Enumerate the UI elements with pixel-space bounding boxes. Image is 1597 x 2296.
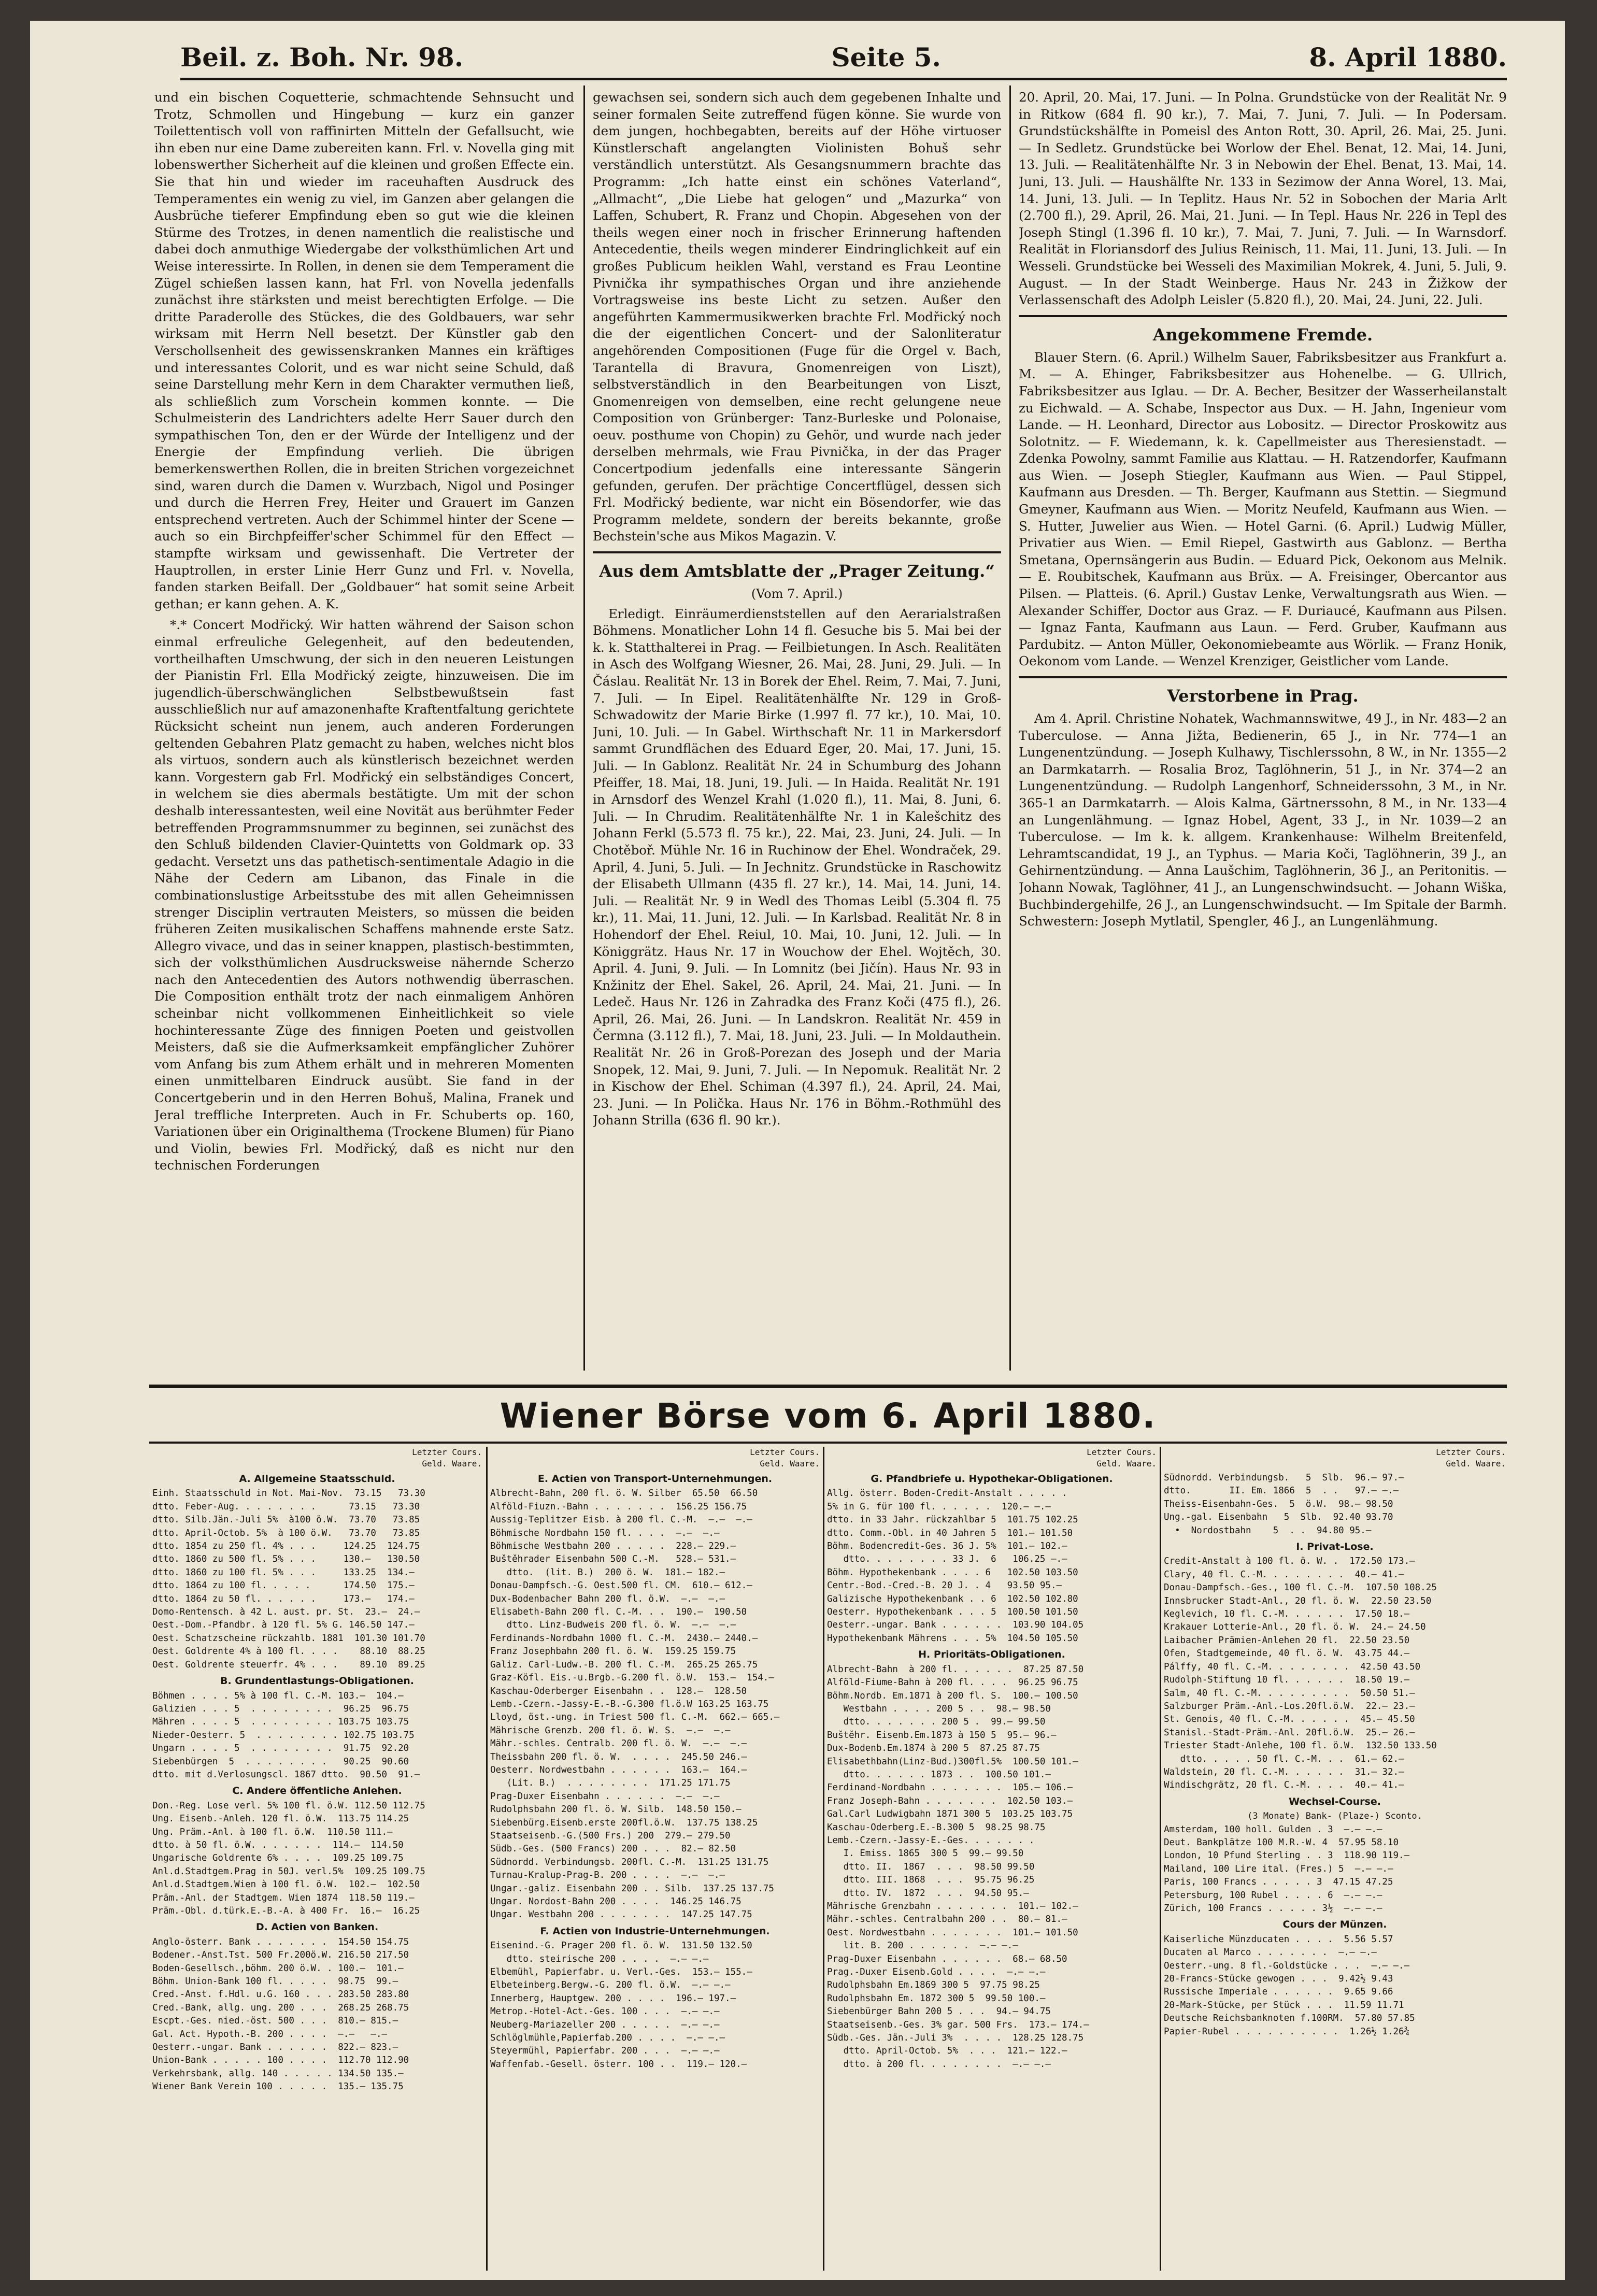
amtsblatt-title: Aus dem Amtsblatte der „Prager Zeitung.“	[599, 561, 995, 581]
bourse-row: Mähren . . . . 5 . . . . . . . . 103.75 103.75	[152, 1717, 409, 1728]
bourse-row: (Lit. B.) . . . . . . . . 171.25 171.75	[490, 1778, 731, 1789]
review-goldbauer: und ein bischen Coquetterie, schmachtende Sehnsucht und Trotz, Schmollen und Hingebung — kurz ein ganzer Toilettentisch voll von raffinirten Mitteln der Gefallsucht, wie ihn eben nur eine Dame zubereiten kann. Frl. v. Novella ging mit lobenswerther Sicherheit auf die kleinen und großen Effecte ein. Sie that hin und wieder im raceuhaften Ausdruck des Temperamentes ein wenig zu viel, im Ganzen aber gelangen die Ausbrüche tieferer Empfindung eben so gut wie die kleinen Stürme des Trotzes, in denen namentlich die realistische und dabei doch anmuthige Wiedergabe der volksthümlichen Art und Weise interessirte. In Rollen, in denen sie dem Temperament die Zügel schießen lassen kann, hat Frl. von Novella jedenfalls zunächst ihre stärksten und meist berechtigten Erfolge. — Die dritte Paraderolle des Stückes, die des Goldbauers, war sehr wirksam mit Herrn Nell besetzt. Der Künstler gab den Verschollsenheit des gewissenskranken Mannes ein kräftiges und interessantes Colorit, und es war nicht seine Schuld, daß seine Darstellung mehr Kern in dem Charakter vermuthen ließ, als schließlich zum Vorschein kommen konnte. — Die Schulmeisterin des Landrichters adelte Herr Sauer durch den sympathischen Ton, den er der Würde der Intelligenz und der Energie der Empfindung verlieh. Die übrigen bemerkenswerthen Rollen, die in breiten Strichen vorgezeichnet sind, waren durch die Damen v. Wurzbach, Nigol und Posinger und durch die Herren Frey, Heiter und Grauert im Ganzen entsprechend vertreten. Auch der Schimmel hinter der Scene — auch so ein Birchpfeiffer'scher Schimmel für den Effect — stampfte wirksam und gewissenhaft. Die Vertreter der Hauptrollen, in erster Linie Herr Gunz und Frl. v. Novella, fanden starken Beifall. Der „Goldbauer“ hat somit seine Arbeit gethan; er kann gehen. A. K.	[154, 90, 574, 611]
header-page-number: Seite 5.	[831, 41, 941, 73]
bourse-row: Papier-Rubel . . . . . . . . . . 1.26½ 1.26¾	[1164, 2026, 1410, 2037]
bourse-row: Böhmische Westbahn 200 . . . . . 228.— 229.—	[490, 1541, 736, 1552]
column-concert-amtsblatt	[593, 89, 1001, 1369]
bourse-row: Innsbrucker Stadt-Anl., 20 fl. ö. W. 22.50 23.50	[1164, 1595, 1432, 1606]
bourse-row: Franz Josephbahn 200 fl. ö. W. 159.25 159.75	[490, 1646, 736, 1657]
bourse-row: Präm.-Anl. der Stadtgem. Wien 1874 118.50 119.—	[152, 1892, 415, 1903]
bourse-row: Oesterr. Hypothekenbank . . . 5 100.50 101.50	[827, 1607, 1078, 1618]
column-rule-2	[1009, 85, 1011, 1371]
bourse-row: Windischgrätz, 20 fl. C.-M. . . . 40.— 41.—	[1164, 1780, 1404, 1791]
bourse-row: I. Emiss. 1865 300 5 99.— 99.50	[827, 1848, 1024, 1859]
bourse-rule-3	[1160, 1447, 1161, 2271]
bourse-section-heading: E. Actien von Transport-Unternehmungen.	[537, 1473, 773, 1485]
bourse-row: Staatseisenb.-Ges. 3% gar. 500 Frs. 173.— 174.—	[827, 2019, 1089, 2030]
bourse-row: Rudolphsbahn Em.1869 300 5 97.75 98.25	[827, 1980, 1040, 1991]
bourse-row: Ungar.-galiz. Eisenbahn 200 . . Silb. 137.25 137.75	[490, 1883, 774, 1894]
bourse-row: Oest. Nordwestbahn . . . . . . . 101.— 101.50	[827, 1927, 1078, 1938]
bourse-row: Centr.-Bod.-Cred.-B. 20 J. . 4 93.50 95.—	[827, 1580, 1062, 1591]
bourse-row: Zürich, 100 Francs . . . . . 3½ —.— —.—	[1164, 1903, 1382, 1914]
bourse-title-rule	[149, 1442, 1507, 1444]
bourse-row: Oest. Schatzscheine rückzahlb. 1881 101.30 101.70	[152, 1633, 425, 1644]
bourse-row: Böhm. Union-Bank 100 fl. . . . . 98.75 99.—	[152, 1976, 398, 1987]
bourse-section-heading: Cours der Münzen.	[1282, 1919, 1387, 1931]
bourse-row: Ungar. Westbahn 200 . . . . . . . 147.25 147.75	[490, 1909, 752, 1920]
cours-label: Letzter Cours. Geld. Waare.	[1436, 1447, 1506, 1468]
bourse-row: Staatseisenb.-G.(500 Frs.) 200 279.— 279.50	[490, 1830, 731, 1841]
bourse-row: 20-Francs-Stücke gewogen . . . 9.42½ 9.43	[1164, 1974, 1393, 1985]
bourse-row: Südnordd. Verbindungsb. 5 Slb. 96.— 97.—	[1164, 1473, 1404, 1483]
bourse-row: dtto. III. 1868 . . . 95.75 96.25	[827, 1875, 1035, 1886]
bourse-row: Rudolph-Stiftung 10 fl. . . . . . 18.50 19.—	[1164, 1675, 1410, 1686]
bourse-row: Buštěhr. Eisenb.Em.1873 à 150 5 95.— 96.—	[827, 1730, 1057, 1741]
section-divider	[1019, 676, 1507, 678]
bourse-row: dtto. (lit. B.) 200 ö. W. 181.— 182.—	[490, 1567, 725, 1578]
bourse-row: Graz-Köfl. Eis.-u.Brgb.-G.200 fl. ö.W. 153.— 154.—	[490, 1673, 774, 1684]
bourse-row: Gal. Act. Hypoth.-B. 200 . . . . —.— —.—	[152, 2029, 388, 2040]
bourse-row: Krakauer Lotterie-Anl., 20 fl. ö. W. 24.— 24.50	[1164, 1622, 1426, 1633]
page-header	[180, 36, 1507, 80]
bourse-row: Union-Bank . . . . . 100 . . . . 112.70 112.90	[152, 2055, 409, 2066]
bourse-row: Pálffy, 40 fl. C.-M. . . . . . . . 42.50 43.50	[1164, 1661, 1421, 1672]
column-theatre-concert	[154, 89, 574, 1369]
bourse-row: Paris, 100 Francs . . . . . 3 47.15 47.25	[1164, 1877, 1393, 1888]
bourse-row: Dux-Bodenbacher Bahn 200 fl. ö.W. —.— —.—	[490, 1593, 725, 1604]
bourse-row: Rudolphsbahn 200 fl. ö. W. Silb. 148.50 150.—	[490, 1804, 742, 1815]
bourse-rule-2	[823, 1447, 824, 2271]
bourse-row: Theiss-Eisenbahn-Ges. 5 ö.W. 98.— 98.50	[1164, 1499, 1393, 1509]
column-rule-1	[583, 85, 585, 1371]
bourse-row: Dux-Bodenb.Em.1874 à 200 5 87.25 87.75	[827, 1743, 1040, 1754]
bourse-row: Mährische Grenzb. 200 fl. ö. W. S. —.— —.—	[490, 1725, 731, 1736]
header-supplement: Beil. z. Boh. Nr. 98.	[180, 41, 464, 73]
bourse-column	[490, 1447, 820, 2271]
bourse-row: Ungarische Goldrente 6% . . . . 109.25 109.75	[152, 1853, 404, 1864]
bourse-section-heading: I. Privat-Lose.	[1296, 1541, 1374, 1553]
bourse-row: Cred.-Anst. f.Hdl. u.G. 160 . . . 283.50 283.80	[152, 1989, 409, 2000]
bourse-section-heading: D. Actien von Banken.	[255, 1921, 379, 1933]
bourse-row: Kaschau-Oderberger Eisenbahn . . 128.— 128.50	[490, 1686, 747, 1696]
bourse-row: Albrecht-Bahn, 200 fl. ö. W. Silber 65.50 66.50	[490, 1488, 758, 1499]
bourse-row: dtto. Comm.-Obl. in 40 Jahren 5 101.— 101.50	[827, 1528, 1073, 1538]
amtsblatt-date: (Vom 7. April.)	[751, 587, 843, 602]
bourse-row: dtto. II. 1867 . . . 98.50 99.50	[827, 1861, 1035, 1872]
bourse-row: dtto. 1864 zu 100 fl. . . . . 174.50 175.—	[152, 1580, 415, 1591]
bourse-row: Elisabeth-Bahn 200 fl. C.-M. . . 190.— 190.50	[490, 1607, 747, 1618]
amtsblatt-continued: 20. April, 20. Mai, 17. Juni. — In Polna. Grundstücke von der Realität Nr. 9 in Ritkow (684 fl. 90 kr.), 7. Mai, 7. Juni, 7. Juli. — In Podersam. Grundstückshälfte in Pomeisl des Anton Rott, 30. April, 26. Mai, 25. Juni. — In Sedletz. Grundstücke bei Worlow der Ehel. Benat, 12. Mai, 14. Juni, 13. Juli. — Realitätenhälfte Nr. 3 in Nebowin der Ehel. Benat, 13. Mai, 14. Juni, 13. Juli. — Haushälfte Nr. 133 in Sezimow der Anna Worel, 13. Mai, 14. Juni, 13. Juli. — In Teplitz. Haus Nr. 52 in Sobochen der Maria Arlt (2.700 fl.), 29. April, 26. Mai, 21. Juni. — In Tepl. Haus Nr. 226 in Tepl des Joseph Stingl (1.396 fl. 10 kr.), 7. Mai, 7. Juni, 7. Juli. — In Warnsdorf. Realität in Floriansdorf des Julius Reinisch, 11. Mai, 11. Juni, 13. Juli. — In Wesseli. Grundstücke bei Wesseli des Maximilian Mokrek, 4. Juni, 5. Juli, 9. August. — In der Stadt Weinberge. Haus Nr. 243 in Žižkow der Verlassenschaft des Adolph Leisler (5.820 fl.), 20. Mai, 24. Juni, 22. Juli.	[1019, 90, 1507, 308]
bourse-row: Ofen, Stadtgemeinde, 40 fl. ö. W. 43.75 44.—	[1164, 1648, 1410, 1659]
review-concert-modricky: *.* Concert Modřický. Wir hatten während der Saison schon einmal erfreuliche Gelegenheit, auf den bedeutenden, vortheilhaften Umschwung, der sich in den neueren Leistungen der Pianistin Frl. Ella Modřický zeigte, hinzuweisen. Die im jugendlich-überschwänglichen Selbstbewußtsein fast ausschließlich nur auf amazonenhafte Kraftentfaltung gerichtete Rücksicht scheint nun jenem, auch anderen Forderungen geltenden Gebahren Platz gemacht zu haben, welches nicht blos als virtuos, sondern auch als künstlerisch bezeichnet werden kann. Vorgestern gab Frl. Modřický ein selbständiges Concert, in welchem sie dies abermals bestätigte. Um mit der schon deshalb interessantesten, weil eine Novität aus berühmter Feder betreffenden Programmsnummer zu beginnen, sei zunächst des den Schluß bildenden Clavier-Quintetts von Goldmark op. 33 gedacht. Versetzt uns das pathetisch-sentimentale Adagio in die Nähe der Cedern am Libanon, das Finale in die combinationslustige Arbeitsstube des mit allen Geheimnissen strenger Disciplin vertrauten Meisters, so müssen die beiden früheren Zeiten musikalischen Schaffens mahnende erste Satz. Allegro vivace, und das in seiner knappen, plastisch-bestimmten, sich der volksthümlichen Ausdrucksweise nähernde Scherzo nach den Antecedentien des Autors nothwendig überraschen. Die Composition enthält trotz der nach einmaligem Anhören scheinbar nicht vollkommenen Einheitlichkeit so viele hochinteressante Züge des finnigen Poeten und geistvollen Meisters, daß sie die Aufmerksamkeit empfänglicher Zuhörer vom Anfang bis zum Athem erhält und in mehreren Momenten einen unmittelbaren Eindruck ausübt. Sie fand in der Concertgeberin und in den Herren Bohuš, Malina, Franek und Jeral treffliche Interpreten. Auch in Fr. Schuberts op. 160, Variationen über ein Originalthema (Trockene Blumen) für Piano und Violin, bewies Frl. Modřický, daß es nicht nur den technischen Forderungen	[154, 617, 574, 1173]
bourse-row: Galizische Hypothekenbank . . 6 102.50 102.80	[827, 1593, 1078, 1604]
bourse-row: Böhm.Nordb. Em.1871 à 200 fl. S. 100.— 100.50	[827, 1690, 1078, 1701]
bourse-row: Boden-Gesellsch.,böhm. 200 ö.W. . 100.— 101.—	[152, 1963, 404, 1974]
bourse-row: Steyermühl, Papierfabr. 200 . . . —.— —.—	[490, 2046, 720, 2057]
bourse-row: Böhmen . . . . 5% à 100 fl. C.-M. 103.— 104.—	[152, 1690, 404, 1701]
bourse-row: Böhm. Hypothekenbank . . . . 6 102.50 103.50	[827, 1567, 1078, 1578]
bourse-row: Alföld-Fiuzn.-Bahn . . . . . . . 156.25 156.75	[490, 1501, 747, 1512]
bourse-row: dtto. II. Em. 1866 5 . . 97.— —.—	[1164, 1486, 1399, 1496]
bourse-column	[1164, 1447, 1506, 2271]
bourse-row: Oest.-Dom.-Pfandbr. à 120 fl. 5% G. 146.50 147.—	[152, 1620, 415, 1631]
bourse-row: Cred.-Bank, allg. ung. 200 . . . 268.25 268.75	[152, 2002, 409, 2013]
bourse-row: dtto. steirische 200 . . . . —.— —.—	[490, 1953, 709, 1964]
bourse-row: Mähr.-schles. Centralbahn 200 . . 80.— 81.—	[827, 1914, 1067, 1925]
bourse-row: Präm.-Obl. d.türk.E.-B.-A. à 400 Fr. 16.— 16.25	[152, 1906, 420, 1916]
bourse-row: Prag-Duxer Eisenbahn . . . . . . 68.— 68.50	[827, 1953, 1067, 1964]
bourse-row: Gal.Carl Ludwigbahn 1871 300 5 103.25 103.75	[827, 1809, 1073, 1820]
bourse-row: dtto. Silb.Jän.-Juli 5% à100 ö.W. 73.70 73.85	[152, 1515, 420, 1525]
bourse-row: Stanisl.-Stadt-Präm.-Anl. 20fl.ö.W. 25.— 26.—	[1164, 1727, 1415, 1738]
column-notices	[1019, 89, 1507, 1369]
bourse-row: Waffenfab.-Gesell. österr. 100 . . 119.— 120.—	[490, 2059, 747, 2070]
bourse-row: Ungar. Nordost-Bahn 200 . . . . 146.25 146.75	[490, 1896, 742, 1907]
bourse-row: Neuberg-Mariazeller 200 . . . . . —.— —.—	[490, 2019, 720, 2030]
bourse-row: dtto. . . . . 50 fl. C.-M. . . 61.— 62.—	[1164, 1753, 1404, 1764]
verstorbene-list: Am 4. April. Christine Nohatek, Wachmannswitwe, 49 J., in Nr. 483—2 an Tuberculose. — Anna Jižta, Bedienerin, 65 J., in Nr. 774—1 an Lungenentzündung. — Joseph Kulhawy, Tischlerssohn, 8 W., in Nr. 1355—2 an Darmkatarrh. — Rosalia Broz, Taglöhnerin, 51 J., in Nr. 374—2 an Lungenentzündung. — Rudolph Langenhorf, Schneiderssohn, 3 M., in Nr. 365-1 an Darmkatarrh. — Alois Kalma, Gärtnerssohn, 8 M., in Nr. 133—4 an Lungenlähmung. — Ignaz Hobel, Agent, 33 J., in Nr. 1039—2 an Tuberculose. — Im k. k. allgem. Krankenhause: Wilhelm Breitenfeld, Lehramtscandidat, 19 J., an Typhus. — Maria Koči, Taglöhnerin, 39 J., an Gehirnentzündung. — Anna Laušchim, Taglöhnerin, 36 J., an Peritonitis. — Johann Nowak, Taglöhner, 41 J., an Lungenschwindsucht. — Johann Wiška, Buchbindergehilfe, 26 J., an Lungenschwindsucht. — Im Spitale der Barmh. Schwestern: Joseph Mytlatil, Spengler, 46 J., an Lungenlähmung.	[1019, 711, 1507, 929]
bourse-row: Südb.-Ges. (500 Francs) 200 . . . 82.— 82.50	[490, 1844, 736, 1855]
bourse-row: Escpt.-Ges. nied.-öst. 500 . . . 810.— 815.—	[152, 2016, 398, 2027]
header-date: 8. April 1880.	[1309, 41, 1507, 73]
bourse-row: Kaschau-Oderberg.E.-B.300 5 98.25 98.75	[827, 1822, 1046, 1833]
bourse-row: Albrecht-Bahn à 200 fl. . . . . . 87.25 87.50	[827, 1664, 1084, 1675]
bourse-row: Siebenbürg.Eisenb.erste 200fl.ö.W. 137.75 138.25	[490, 1817, 758, 1828]
bourse-section-heading: B. Grundentlastungs-Obligationen.	[220, 1675, 414, 1687]
bourse-row: Ungarn . . . . 5 . . . . . . . . 91.75 92.20	[152, 1743, 409, 1754]
bourse-row: Oest. Goldrente 4% à 100 fl. . . . 88.10 88.25	[152, 1646, 425, 1657]
bourse-row: Südnordd. Verbindungsb. 200fl. C.-M. 131.25 131.75	[490, 1857, 769, 1867]
bourse-row: dtto. à 50 fl. ö.W. . . . . . . 114.— 114.50	[152, 1839, 404, 1850]
bourse-row: Alföld-Fiume-Bahn à 200 fl. . . . 96.25 96.75	[827, 1677, 1078, 1688]
bourse-row: Allg. österr. Boden-Credit-Anstalt . . . . .	[827, 1488, 1067, 1499]
bourse-section-heading: H. Prioritäts-Obligationen.	[918, 1649, 1065, 1661]
bourse-row: Oest. Goldrente steuerfr. 4% . . . 89.10 89.25	[152, 1659, 425, 1670]
bourse-row: Innerberg, Hauptgew. 200 . . . . 196.— 197.—	[490, 1993, 736, 2004]
bourse-row: dtto. . . . . . . . 33 J. 6 106.25 —.—	[827, 1554, 1067, 1565]
amtsblatt-text: Erledigt. Einräumerdienststellen auf den Aerarialstraßen Böhmens. Monatlicher Lohn 14 fl. Gesuche bis 5. Mai bei der k. k. Statthalterei in Prag. — Feilbietungen. In Asch. Realitäten in Asch des Wolfgang Wiesner, 26. Mai, 28. Juni, 29. Juli. — In Čáslau. Realität Nr. 13 in Borek der Ehel. Reim, 7. Mai, 7. Juni, 7. Juli. — In Eipel. Realitätenhälfte Nr. 129 in Groß-Schwadowitz der Marie Birke (1.997 fl. 77 kr.), 10. Mai, 10. Juni, 10. Juli. — In Gabel. Wirthschaft Nr. 11 in Markersdorf sammt Grundflächen des Eduard Eger, 20. Mai, 17. Juni, 15. Juli. — In Gablonz. Realität Nr. 24 in Schumburg des Johann Pfeiffer, 18. Mai, 18. Juni, 19. Juli. — In Haida. Realität Nr. 191 in Arnsdorf des Wenzel Krahl (1.020 fl.), 11. Mai, 8. Juni, 6. Juli. — In Chrudim. Realitätenhälfte Nr. 1 in Kalešchitz des Johann Ferkl (5.573 fl. 75 kr.), 22. Mai, 23. Juni, 24. Juli. — In Chotěboř. Mühle Nr. 16 in Ruchinow der Ehel. Wondraček, 29. April, 4. Juni, 5. Juli. — In Jechnitz. Grundstücke in Raschowitz der Elisabeth Ullmann (435 fl. 27 kr.), 14. Mai, 14. Juni, 14. Juli. — Realität Nr. 9 in Wedl des Thomas Leibl (5.304 fl. 75 kr.), 11. Mai, 11. Juni, 12. Juli. — In Karlsbad. Realität Nr. 8 in Hohendorf der Ehel. Reiul, 10. Mai, 10. Juni, 12. Juli. — In Königgrätz. Haus Nr. 17 in Wouchow der Ehel. Wojtěch, 30. April. 4. Juni, 9. Juli. — In Lomnitz (bei Jičín). Haus Nr. 93 in Knžinitz der Ehel. Sakel, 26. April, 24. Mai, 21. Juni. — In Ledeč. Haus Nr. 126 in Zahradka des Franz Koči (475 fl.), 26. April, 26. Mai, 26. Juni. — In Landskron. Realität Nr. 459 in Čermna (3.112 fl.), 7. Mai, 18. Juni, 23. Juli. — In Moldauthein. Realität Nr. 26 in Groß-Porezan des Joseph und der Maria Snopek, 12. Mai, 9. Juni, 7. Juli. — In Nepomuk. Realität Nr. 2 in Kischow der Ehel. Schiman (4.397 fl.), 24. April, 24. Mai, 23. Juni. — In Polička. Haus Nr. 176 in Böhm.-Rothmühl des Johann Strilla (636 fl. 90 kr.).	[593, 606, 1001, 1128]
bourse-row: Aussig-Teplitzer Eisb. à 200 fl. C.-M. —.— —.—	[490, 1515, 752, 1525]
cours-label: Letzter Cours. Geld. Waare.	[412, 1447, 482, 1468]
bourse-row: Mährische Grenzbahn . . . . . . . 101.— 102.—	[827, 1901, 1078, 1912]
bourse-section-heading: G. Pfandbriefe u. Hypothekar-Obligationen.	[871, 1473, 1113, 1485]
bourse-row: Metrop.-Hotel-Act.-Ges. 100 . . . —.— —.—	[490, 2006, 720, 2017]
bourse-row: Buštěhrader Eisenbahn 500 C.-M. 528.— 531.—	[490, 1554, 736, 1565]
bourse-row: Deutsche Reichsbanknoten f.100RM. 57.80 57.85	[1164, 2013, 1415, 2024]
bourse-row: Elbeteinberg.Bergw.-G. 200 fl. ö.W. —.— —.—	[490, 1980, 731, 1991]
bourse-row: Ferdinands-Nordbahn 1000 fl. C.-M. 2430.— 2440.—	[490, 1633, 758, 1644]
bourse-row: dtto. IV. 1872 . . . 94.50 95.—	[827, 1888, 1029, 1899]
bourse-row: 5% in G. für 100 fl. . . . . . 120.— —.—	[827, 1501, 1051, 1512]
bourse-column	[827, 1447, 1157, 2271]
bourse-row: Galizien . . . 5 . . . . . . . . 96.25 96.75	[152, 1703, 409, 1714]
bourse-row: dtto. April-Octob. 5% . . . 121.— 122.—	[827, 2046, 1067, 2057]
bourse-section-heading: Wechsel-Course.	[1289, 1795, 1381, 1807]
bourse-row: St. Genois, 40 fl. C.-M. . . . . . 45.— 45.50	[1164, 1714, 1415, 1725]
bourse-row: Elbemühl, Papierfabr. u. Verl.-Ges. 153.— 155.—	[490, 1967, 752, 1978]
bourse-row: Mähr.-schles. Centralb. 200 fl. ö. W. —.— —.—	[490, 1738, 747, 1749]
bourse-row: Oesterr.-ungar. Bank . . . . . . 822.— 823.—	[152, 2042, 398, 2053]
bourse-row: Amsterdam, 100 holl. Gulden . 3 —.— —.—	[1164, 1824, 1382, 1835]
cours-label: Letzter Cours. Geld. Waare.	[1087, 1447, 1157, 1468]
bourse-section-subheading: (3 Monate) Bank- (Plaze-) Sconto.	[1247, 1811, 1422, 1822]
bourse-row: dtto. 1864 zu 50 fl. . . . . . 173.— 174.—	[152, 1593, 415, 1604]
bourse-row: Lemb.-Czern.-Jassy-E.-Ges. . . . . . .	[827, 1835, 1035, 1846]
fremde-list: Blauer Stern. (6. April.) Wilhelm Sauer, Fabriksbesitzer aus Frankfurt a. M. — A. Ehinger, Fabriksbesitzer aus Hohenelbe. — G. Ullrich, Fabriksbesitzer aus Iglau. — Dr. A. Becher, Besitzer der Wasserheilanstalt zu Eichwald. — A. Schabe, Inspector aus Dux. — H. Jahn, Ingenieur vom Lande. — H. Leonhard, Director aus Lobositz. — Director Proskowitz aus Solotnitz. — F. Wiedemann, k. k. Capellmeister aus Theresienstadt. — Zdenka Powolny, sammt Familie aus Klattau. — H. Ratzendorfer, Kaufmann aus Wien. — Joseph Stiegler, Kaufmann aus Wien. — Paul Stippel, Kaufmann aus Dresden. — Th. Berger, Kaufmann aus Stettin. — Siegmund Gmeyner, Kaufmann aus Wien. — Moritz Neufeld, Kaufmann aus Wien. — S. Hutter, Juwelier aus Wien. — Hotel Garni. (6. April.) Ludwig Müller, Privatier aus Wien. — Emil Riepel, Gastwirth aus Gablonz. — Bertha Smetana, Opernsängerin aus Budin. — Eduard Pick, Oekonom aus Melnik. — E. Roubitschek, Kaufmann aus Brüx. — A. Freisinger, Obercantor aus Pilsen. — Platteis. (6. April.) Gustav Lenke, Verwaltungsrath aus Wien. — Alexander Schiffer, Doctor aus Graz. — F. Duriaucé, Kaufmann aus Pilsen. — Ignaz Fanta, Kaufmann aus Laun. — Ferd. Gruber, Kaufmann aus Pardubitz. — Anton Müller, Oekonomiebeamte aus Wörlik. — Franz Honik, Oekonom vom Lande. — Wenzel Krenziger, Geistlicher vom Lande.	[1019, 349, 1507, 669]
bourse-row: Schlöglmühle,Papierfab.200 . . . . —.— —.—	[490, 2033, 725, 2044]
bourse-row: Bodener.-Anst.Tst. 500 Fr.200ö.W. 216.50 217.50	[152, 1950, 409, 1961]
bourse-row: Galiz. Carl-Ludw.-B. 200 fl. C.-M. 265.25 265.75	[490, 1659, 758, 1670]
bourse-row: Siebenbürgen 5 . . . . . . . . 90.25 90.60	[152, 1756, 409, 1767]
bourse-row: Verkehrsbank, allg. 140 . . . . . 134.50 135.—	[152, 2068, 404, 2079]
bourse-row: Mailand, 100 Lire ital. (Fres.) 5 —.— —.—	[1164, 1863, 1393, 1874]
bourse-row: Westbahn . . . . 200 5 . . 98.— 98.50	[827, 1703, 1051, 1714]
cours-label: Letzter Cours. Geld. Waare.	[750, 1447, 820, 1468]
bourse-row: dtto. in 33 Jahr. rückzahlbar 5 101.75 102.25	[827, 1515, 1078, 1525]
bourse-row: dtto. 1854 zu 250 fl. 4% . . . 124.25 124.75	[152, 1541, 420, 1552]
bourse-row: Oesterr. Nordwestbahn . . . . . . 163.— 164.—	[490, 1764, 747, 1775]
bourse-row: Ung. Präm.-Anl. à 100 fl. ö.W. 110.50 111.—	[152, 1827, 393, 1837]
bourse-row: dtto. . . . . . . 200 5 . 99.— 99.50	[827, 1717, 1046, 1728]
bourse-row: dtto. à 200 fl. . . . . . . . —.— —.—	[827, 2059, 1051, 2070]
bourse-row: Wiener Bank Verein 100 . . . . . 135.— 135.75	[152, 2081, 404, 2092]
bourse-row: dtto. Linz-Budweis 200 fl. ö. W. —.— —.—	[490, 1620, 736, 1631]
bourse-row: Nieder-Oesterr. 5 . . . . . . . . 102.75 103.75	[152, 1730, 415, 1741]
review-concert-continued: gewachsen sei, sondern sich auch dem gegebenen Inhalte und seiner formalen Seite zutreffend fügen könne. Sie wurde von dem jungen, hochbegabten, bereits auf der Höhe virtuoser Künstlerschaft angelangten Violinisten Bohuš sehr verständlich unterstützt. Als Gesangsnummern brachte das Programm: „Ich hatte einst ein schönes Vaterland“, „Allmacht“, „Die Liebe hat gelogen“ und „Mazurka“ von Laffen, Schubert, R. Franz und Chopin. Abgesehen von der theils wegen einer noch in frischer Erinnerung haftenden Antecedentie, theils wegen minderer Eindringlichkeit auf ein großes Publicum heiklen Wahl, verstand es Frau Leontine Pivnička ihr sympathisches Organ und ihre anziehende Vortragsweise ins beste Licht zu setzen. Außer den angeführten Kammermusikwerken brachte Frl. Modřický noch die der eigentlichen Concert- und der Salonliteratur angehörenden Compositionen (Fuge für die Orgel v. Bach, Tarantella di Bravura, Gnomenreigen von Liszt), selbstverständlich in den Bearbeitungen von Liszt, Gnomenreigen von demselben, eine recht gelungene neue Composition von Grünberger: Tanz-Burleske und Polonaise, oeuv. posthume von Chopin) zu Gehör, und wurde nach jeder derselben mehrmals, wie Frau Pivnička, in der das Prager Concertpodium jedenfalls eine interessante Sängerin gefunden, gerufen. Der prächtige Concertflügel, dessen sich Frl. Modřický bediente, war nicht ein Bösendorfer, wie das Programm meldete, sondern der bereits bekannte, große Bechstein'sche aus Mikos Magazin. V.	[593, 90, 1001, 544]
bourse-row: Laibacher Prämien-Anlehen 20 fl. 22.50 23.50	[1164, 1635, 1410, 1646]
bourse-row: London, 10 Pfund Sterling . . 3 118.90 119.—	[1164, 1850, 1410, 1861]
bourse-row: Clary, 40 fl. C.-M. . . . . . . . 40.— 41.—	[1164, 1569, 1404, 1580]
bourse-row: dtto. 1860 zu 500 fl. 5% . . . 130.— 130.50	[152, 1554, 420, 1565]
bourse-row: dtto. . . . . . 1873 . . 100.50 101.—	[827, 1769, 1051, 1780]
bourse-row: 20-Mark-Stücke, per Stück . . . 11.59 11.71	[1164, 2000, 1404, 2010]
bourse-section-heading: A. Allgemeine Staatsschuld.	[239, 1473, 395, 1485]
bourse-row: Petersburg, 100 Rubel . . . . 6 —.— —.—	[1164, 1890, 1382, 1901]
bourse-section-heading: C. Andere öffentliche Anlehen.	[232, 1785, 402, 1797]
bourse-row: Hypothekenbank Mährens . . . 5% 104.50 105.50	[827, 1633, 1078, 1644]
bourse-row: Deut. Bankplätze 100 M.R.-W. 4 57.95 58.10	[1164, 1837, 1399, 1848]
section-divider	[593, 551, 1001, 553]
bourse-rule-1	[486, 1447, 488, 2271]
bourse-row: Ung.-gal. Eisenbahn 5 Slb. 92.40 93.70	[1164, 1512, 1393, 1523]
fremde-title: Angekommene Fremde.	[1152, 324, 1373, 345]
bourse-row: Keglevich, 10 fl. C.-M. . . . . . 17.50 18.—	[1164, 1609, 1410, 1620]
bourse-row: Turnau-Kralup-Prag-B. 200 . . . . —.— —.—	[490, 1870, 725, 1881]
bourse-section-heading: F. Actien von Industrie-Unternehmungen.	[540, 1925, 770, 1937]
bourse-row: Prag-Duxer Eisenbahn . . . . . . —.— —.—	[490, 1791, 720, 1802]
bourse-row: Waldstein, 20 fl. C.-M. . . . . . 31.— 32.—	[1164, 1766, 1404, 1777]
bourse-row: dtto. Feber-Aug. . . . . . . . 73.15 73.30	[152, 1501, 420, 1512]
bourse-row: Donau-Dampfsch.-Ges., 100 fl. C.-M. 107.50 108.25	[1164, 1582, 1437, 1593]
section-divider	[1019, 315, 1507, 317]
bourse-row: dtto. mit d.Verlosungscl. 1867 dtto. 90.50 91.—	[152, 1769, 420, 1780]
bourse-row: Rudolphsbahn Em. 1872 300 5 99.50 100.—	[827, 1993, 1046, 2004]
bourse-row: Anl.d.Stadtgem.Prag in 50J. verl.5% 109.25 109.75	[152, 1866, 425, 1877]
verstorbene-title: Verstorbene in Prag.	[1167, 686, 1359, 706]
bourse-row: lit. B. 200 . . . . . . —.— —.—	[827, 1941, 1018, 1951]
bourse-row: Don.-Reg. Lose verl. 5% 100 fl. ö.W. 112.50 112.75	[152, 1800, 425, 1811]
bourse-top-rule	[149, 1385, 1507, 1388]
bourse-row: Franz Joseph-Bahn . . . . . . . 102.50 103.—	[827, 1795, 1073, 1806]
bourse-row: Anglo-österr. Bank . . . . . . . 154.50 154.75	[152, 1936, 409, 1947]
bourse-row: dtto. April-Octob. 5% à 100 ö.W. 73.70 73.85	[152, 1528, 420, 1538]
bourse-row: Anl.d.Stadtgem.Wien à 100 fl. ö.W. 102.— 102.50	[152, 1879, 420, 1890]
bourse-column	[152, 1447, 482, 2271]
bourse-row: Einh. Staatsschuld in Not. Mai-Nov. 73.15 73.30	[152, 1488, 425, 1499]
bourse-row: dtto. 1860 zu 100 fl. 5% . . . 133.25 134.—	[152, 1567, 415, 1578]
bourse-row: Elisabethbahn(Linz-Bud.)300fl.5% 100.50 101.—	[827, 1756, 1078, 1767]
bourse-row: Russische Imperiale . . . . . . 9.65 9.66	[1164, 1987, 1393, 1998]
bourse-row: Salzburger Präm.-Anl.-Los.20fl.ö.W. 22.— 23.—	[1164, 1701, 1415, 1712]
bourse-row: Oesterr.-ungar. Bank . . . . . . 103.90 104.05	[827, 1620, 1084, 1631]
bourse-title: Wiener Börse vom 6. April 1880.	[500, 1396, 1157, 1436]
bourse-row: Siebenbürger Bahn 200 5 . . . 94.— 94.75	[827, 2006, 1051, 2017]
bourse-row: Salm, 40 fl. C.-M. . . . . . . . . 50.50 51.—	[1164, 1688, 1415, 1699]
bourse-row: Böhmische Nordbahn 150 fl. . . . —.— —.—	[490, 1528, 720, 1538]
bourse-row: Prag.-Duxer Eisenb.Gold . . . . —.— —.—	[827, 1967, 1046, 1978]
bourse-row: Böhm. Bodencredit-Ges. 36 J. 5% 101.— 102.—	[827, 1541, 1067, 1552]
bourse-row: Credit-Anstalt à 100 fl. ö. W. . 172.50 173.—	[1164, 1556, 1415, 1567]
bourse-row: Oesterr.-ung. 8 fl.-Goldstücke . . . —.— —.—	[1164, 1960, 1410, 1971]
bourse-row: Ung. Eisenb.-Anleh. 120 fl. ö.W. 113.75 114.25	[152, 1814, 409, 1824]
bourse-row: Südb.-Ges. Jän.-Juli 3% . . . . 128.25 128.75	[827, 2033, 1084, 2044]
bourse-row: Domo-Rentensch. à 42 L. aust. pr. St. 23.— 24.—	[152, 1607, 420, 1618]
bourse-row: Theissbahn 200 fl. ö. W. . . . . 245.50 246.—	[490, 1751, 747, 1762]
bourse-row: • Nordostbahn 5 . . 94.80 95.—	[1164, 1525, 1372, 1536]
bourse-row: Ducaten al Marco . . . . . . . —.— —.—	[1164, 1947, 1377, 1958]
bourse-row: Donau-Dampfsch.-G. Oest.500 fl. CM. 610.— 612.—	[490, 1580, 752, 1591]
bourse-row: Ferdinand-Nordbahn . . . . . . . 105.— 106.—	[827, 1782, 1073, 1793]
bourse-row: Triester Stadt-Anlehe, 100 fl. ö.W. 132.50 133.50	[1164, 1741, 1437, 1751]
bourse-row: Lemb.-Czern.-Jassy-E.-B.-G.300 fl.ö.W 163.25 163.75	[490, 1699, 769, 1709]
newspaper-page	[30, 21, 1565, 2280]
bourse-row: Lloyd, öst.-ung. in Triest 500 fl. C.-M. 662.— 665.—	[490, 1712, 780, 1723]
bourse-row: Kaiserliche Münzducaten . . . . 5.56 5.57	[1164, 1934, 1393, 1945]
bourse-row: Eisenind.-G. Prager 200 fl. ö. W. 131.50 132.50	[490, 1941, 752, 1951]
